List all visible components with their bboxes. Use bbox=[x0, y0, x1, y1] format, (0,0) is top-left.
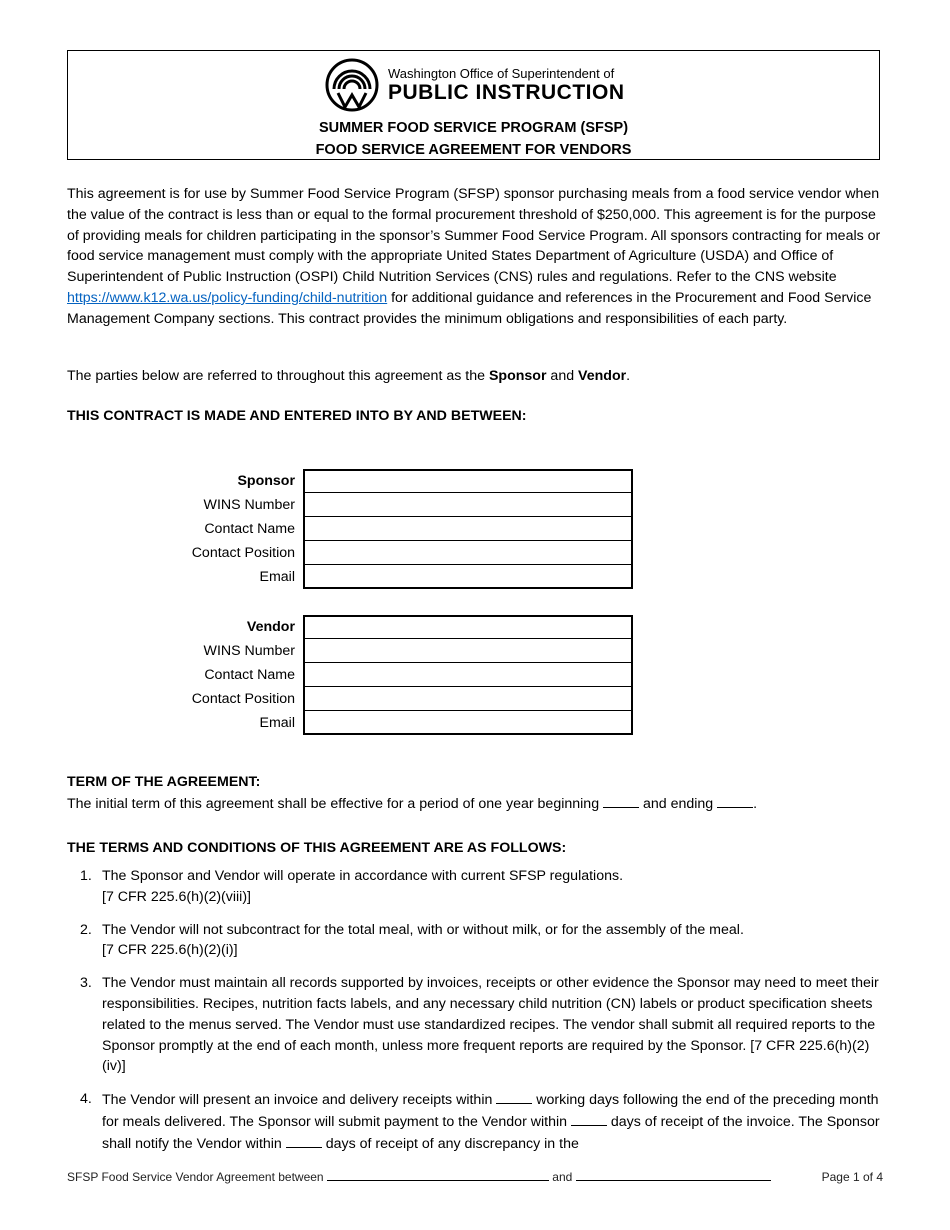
list-item bbox=[67, 1089, 885, 1154]
vendor-form bbox=[67, 615, 641, 735]
item-text-4: days of receipt of any discrepancy in the bbox=[321, 1135, 579, 1152]
vendor-contact-name-label: Contact Name bbox=[204, 667, 295, 683]
parties-text: The parties below are referred to throughout this agreement as the bbox=[67, 368, 489, 384]
vendor-wins-label: WINS Number bbox=[203, 643, 295, 659]
item-text: The Vendor will present an invoice and delivery receipts within bbox=[102, 1092, 497, 1109]
vendor-email-field[interactable] bbox=[303, 711, 633, 735]
logo-line-1: Washington Office of Superintendent of bbox=[388, 65, 615, 81]
list-item bbox=[67, 920, 885, 962]
item-text: The Sponsor and Vendor will operate in accordance with current SFSP regulations. bbox=[102, 868, 624, 884]
ospi-logo bbox=[324, 57, 625, 113]
item-number: 1. bbox=[80, 868, 92, 884]
parties-and: and bbox=[546, 368, 579, 384]
item-number: 2. bbox=[80, 921, 92, 938]
contract-heading: THIS CONTRACT IS MADE AND ENTERED INTO BY AND BETWEEN: bbox=[67, 408, 527, 424]
vendor-label: Vendor bbox=[246, 619, 295, 635]
vendor-field[interactable] bbox=[303, 615, 633, 639]
item-number: 4. bbox=[80, 1091, 92, 1108]
vendor-email-label: Email bbox=[259, 715, 295, 731]
invoice-days-blank[interactable] bbox=[496, 1089, 532, 1104]
sponsor-email-field[interactable] bbox=[303, 565, 633, 589]
terms-heading: THE TERMS AND CONDITIONS OF THIS AGREEMENT ARE AS FOLLOWS: bbox=[67, 840, 567, 856]
sponsor-label: Sponsor bbox=[237, 473, 295, 489]
item-text: The Vendor will not subcontract for the total meal, with or without milk, or for the assembly of the meal. bbox=[102, 921, 744, 938]
term-end-blank[interactable] bbox=[717, 793, 753, 808]
parties-paragraph bbox=[67, 366, 885, 387]
term-text-2: and ending bbox=[639, 796, 718, 812]
term-paragraph bbox=[67, 793, 885, 815]
footer-sponsor-blank[interactable] bbox=[327, 1169, 549, 1181]
ospi-emblem-icon bbox=[324, 57, 380, 113]
item-text-2: working days following the end of the preceding month for meals delivered. The Sponsor will submit payment to the Vendor within bbox=[102, 1092, 879, 1130]
sponsor-contact-position-field[interactable] bbox=[303, 541, 633, 565]
term-begin-blank[interactable] bbox=[603, 793, 639, 808]
vendor-term: Vendor bbox=[578, 368, 627, 384]
sponsor-wins-field[interactable] bbox=[303, 493, 633, 517]
term-period: . bbox=[753, 796, 758, 812]
sponsor-contact-position-label: Contact Position bbox=[191, 545, 295, 561]
item-citation: [7 CFR 225.6(h)(2)(viii)] bbox=[102, 888, 251, 905]
sponsor-wins-label: WINS Number bbox=[203, 497, 295, 513]
document-header bbox=[67, 50, 880, 160]
sponsor-term: Sponsor bbox=[488, 368, 547, 384]
program-title: SUMMER FOOD SERVICE PROGRAM (SFSP) bbox=[318, 120, 629, 136]
payment-days-blank[interactable] bbox=[571, 1111, 607, 1126]
term-text: The initial term of this agreement shall be effective for a period of one year beginning bbox=[67, 796, 604, 812]
vendor-wins-field[interactable] bbox=[303, 639, 633, 663]
parties-period: . bbox=[626, 368, 631, 384]
sponsor-email-label: Email bbox=[259, 569, 295, 585]
item-citation: [7 CFR 225.6(h)(2)(i)] bbox=[102, 942, 238, 959]
intro-paragraph bbox=[67, 184, 885, 330]
item-number: 3. bbox=[80, 975, 92, 992]
discrepancy-days-blank[interactable] bbox=[286, 1133, 322, 1148]
footer-and: and bbox=[552, 1170, 573, 1184]
footer-label: SFSP Food Service Vendor Agreement between bbox=[67, 1170, 324, 1184]
sponsor-form bbox=[67, 469, 641, 589]
agreement-title: FOOD SERVICE AGREEMENT FOR VENDORS bbox=[315, 142, 632, 158]
term-heading: TERM OF THE AGREEMENT: bbox=[67, 774, 261, 790]
page-number: Page 1 of 4 bbox=[821, 1170, 883, 1184]
sponsor-contact-name-label: Contact Name bbox=[204, 521, 295, 537]
vendor-contact-position-label: Contact Position bbox=[191, 691, 295, 707]
footer-vendor-blank[interactable] bbox=[576, 1169, 771, 1181]
sponsor-field[interactable] bbox=[303, 469, 633, 493]
vendor-contact-name-field[interactable] bbox=[303, 663, 633, 687]
cns-website-link[interactable]: https://www.k12.wa.us/policy-funding/child-nutrition bbox=[67, 289, 388, 306]
page-footer bbox=[67, 1167, 883, 1188]
logo-line-2: PUBLIC INSTRUCTION bbox=[388, 80, 625, 104]
list-item bbox=[67, 866, 885, 908]
item-text: The Vendor must maintain all records supported by invoices, receipts or other evidence the Sponsor may need to meet their responsibilities. Recipes, nutrition facts labels, and any necessary child nutrition (CN) labels or product specification sheets related to the menus served. The Vendor must use standardized recipes. The vendor shall submit all required reports to the Sponsor promptly at the end of each month, unless more frequent reports are required by the Sponsor. [7 CFR 225.6(h)(2)(iv)] bbox=[102, 975, 879, 1075]
list-item bbox=[67, 973, 885, 1077]
terms-list bbox=[67, 866, 885, 1167]
sponsor-contact-name-field[interactable] bbox=[303, 517, 633, 541]
item-text-3: days of receipt of the invoice. The Sponsor shall notify the Vendor within bbox=[102, 1113, 880, 1152]
vendor-contact-position-field[interactable] bbox=[303, 687, 633, 711]
intro-text: This agreement is for use by Summer Food Service Program (SFSP) sponsor purchasing meals from a food service vendor when the value of the contract is less than or equal to the formal procurement threshold of $250,000. This agreement is for the purpose of providing meals for children participating in the sponsor’s Summer Food Service Program. All sponsors contracting for meals or food service management must comply with the appropriate United States Department of Agriculture (USDA) and Office of Superintendent of Public Instruction (OSPI) Child Nutrition Services (CNS) rules and regulations. Refer to the CNS website bbox=[67, 186, 881, 286]
intro-text-cont: for additional guidance and references in the Procurement and Food Service Management Company sections. This contract provides the minimum obligations and responsibilities of each party. bbox=[67, 289, 872, 327]
